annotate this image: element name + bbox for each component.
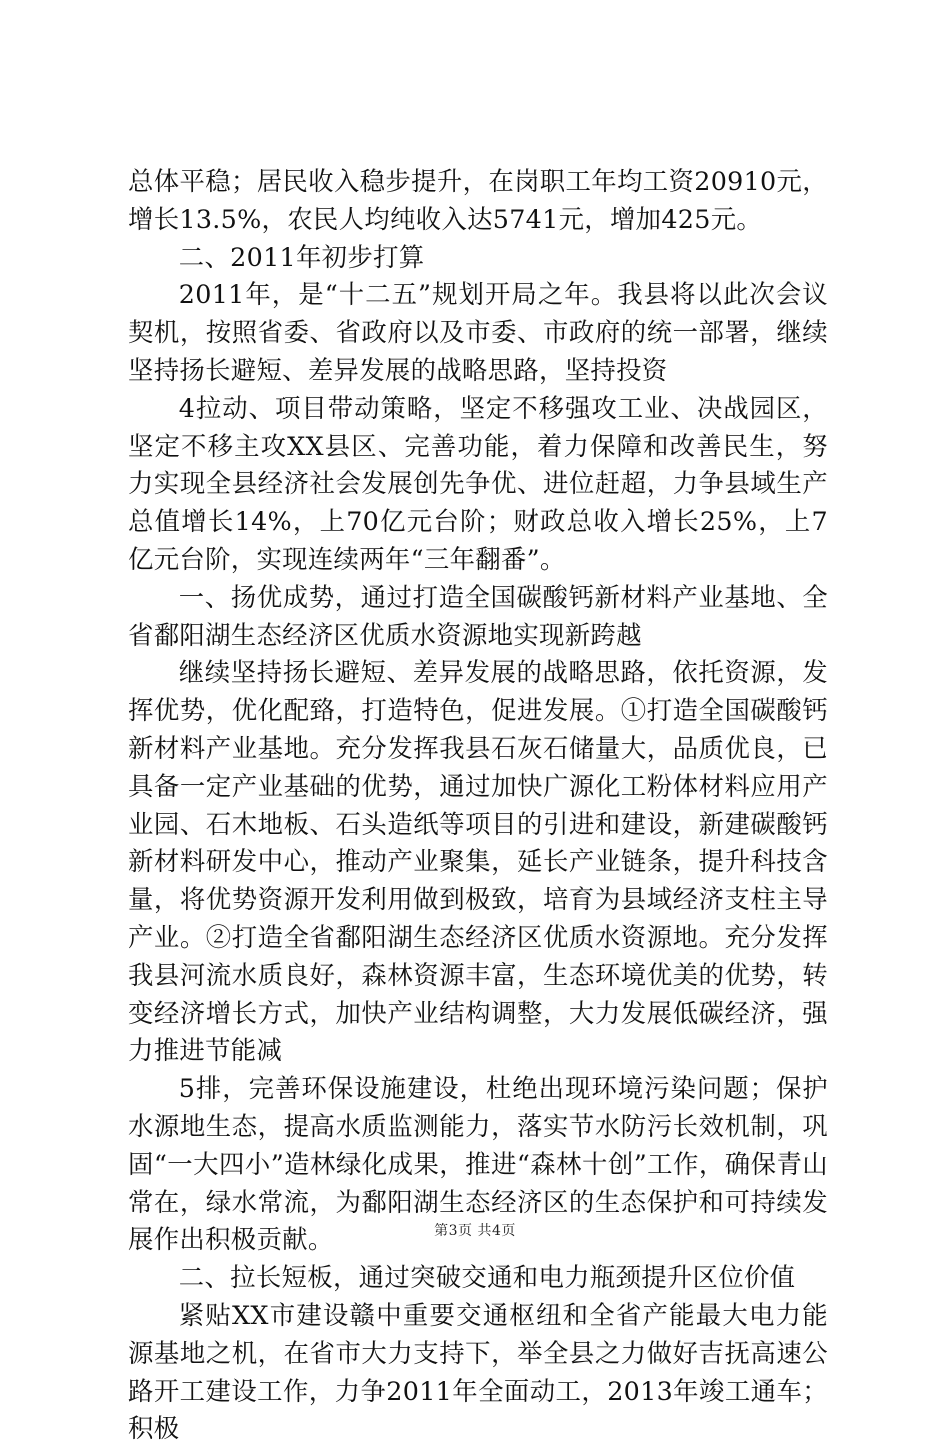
document-body <box>128 163 828 1448</box>
paragraph-section-two: 紧贴XX市建设赣中重要交通枢纽和全省产能最大电力能源基地之机，在省市大力支持下，举全县之力做好吉抚高速公路开工建设工作，力争2011年全面动工，2013年竣工通车；积极 <box>128 1299 828 1444</box>
heading-section-two: 二、拉长短板，通过突破交通和电力瓶颈提升区位价值 <box>178 1262 796 1293</box>
paragraph-2011-intro: 2011年，是“十二五”规划开局之年。我县将以此次会议契机，按照省委、省政府以及市委、市政府的统一部署，继续坚持扬长避短、差异发展的战略思路，坚持投资 <box>128 279 828 385</box>
paragraph-section-one: 继续坚持扬长避短、差异发展的战略思路，依托资源，发挥优势，优化配臵，打造特色，促进发展。①打造全国碳酸钙新材料产业基地。充分发挥我县石灰石储量大，品质优良，已具备一定产业基础的优势，通过加快广源化工粉体材料应用产业园、石木地板、石头造纸等项目的引进和建设，新建碳酸钙新材料研发中心，推动产业聚集，延长产业链条，提升科技含量，将优势资源开发利用做到极致，培育为县域经济支柱主导产业。②打造全省鄱阳湖生态经济区优质水资源地。充分发挥我县河流水质良好，森林资源丰富，生态环境优美的优势，转变经济增长方式，加快产业结构调整，大力发展低碳经济，强力推进节能减 <box>128 657 828 1066</box>
paragraph-environment: 5排，完善环保设施建设，杜绝出现环境污染问题；保护水源地生态，提高水质监测能力，落实节水防污长效机制，巩固“一大四小”造林绿化成果，推进“森林十创”工作，确保青山常在，绿水常流，为鄱阳湖生态经济区的生态保护和可持续发展作出积极贡献。 <box>128 1073 828 1255</box>
paragraph-targets: 4拉动、项目带动策略，坚定不移强攻工业、决战园区，坚定不移主攻XX县区、完善功能，着力保障和改善民生，努力实现全县经济社会发展创先争优、进位赶超，力争县域生产总值增长14%，上70亿元台阶；财政总收入增长25%，上7亿元台阶，实现连续两年“三年翻番”。 <box>128 392 828 574</box>
heading-section-one: 一、扬优成势，通过打造全国碳酸钙新材料产业基地、全省鄱阳湖生态经济区优质水资源地实现新跨越 <box>128 581 828 650</box>
paragraph-income: 总体平稳；居民收入稳步提升，在岗职工年均工资20910元，增长13.5%，农民人均纯收入达5741元，增加425元。 <box>128 166 828 234</box>
heading-2011-plan: 二、2011年初步打算 <box>178 241 425 272</box>
page-footer: 第3页 共4页 <box>434 1223 516 1239</box>
